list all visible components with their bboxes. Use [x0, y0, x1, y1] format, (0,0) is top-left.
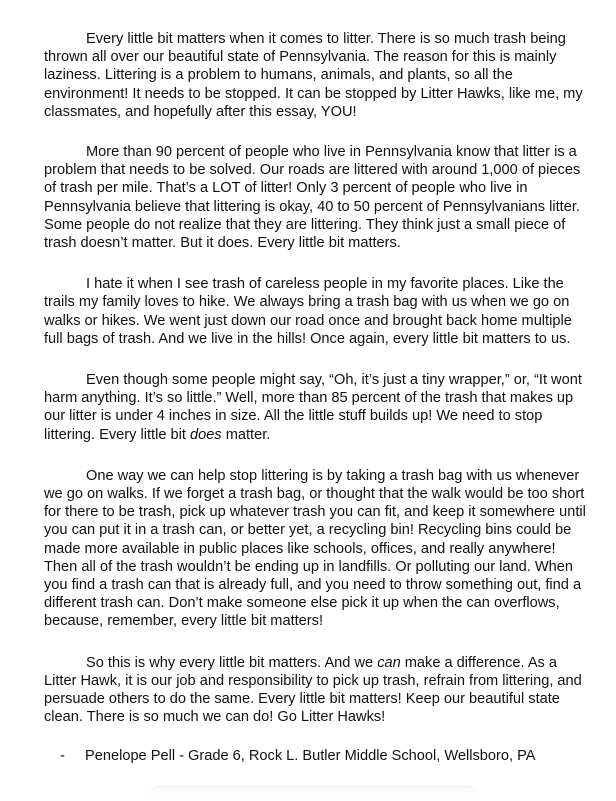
- paragraph-statistics-text: More than 90 percent of people who live in Pennsylvania know that litter is a problem that needs to be solved. Our roads are littered with around 1,000 of pieces of trash per mile. That’s a LOT of litter! Only 3 percent of people who live in Pennsylvania believe that littering is okay, 40 to 50 percent of Pennsylvanians litter. Some people do not realize that they are littering. They think just a small piece of trash doesn’t matter. But it does. Every little bit matters.: [44, 144, 581, 252]
- paragraph-statistics: [44, 143, 589, 252]
- faint-footer-shape: [150, 786, 476, 801]
- paragraph-small-trash-start: Even though some people might say, “Oh, it’s just a tiny wrapper,” or, “It wont harm anything. It’s so little.” Well, more than 85 percent of the trash that makes up our litter is under 4 inches in size. All the little stuff builds up! We need to stop littering. Every little bit: [44, 372, 582, 443]
- paragraph-favorite-places-text: I hate it when I see trash of careless people in my favorite places. Like the trails my family loves to hike. We always bring a trash bag with us when we go on walks or hikes. We went just down our road once and brought back home multiple full bags of trash. And we live in the hills! Once again, every little bit matters to us.: [44, 276, 572, 347]
- essay-page: [44, 30, 589, 750]
- paragraph-conclusion-emphasis: can: [377, 654, 401, 671]
- paragraph-conclusion: [44, 654, 589, 727]
- paragraph-small-trash-emphasis: does: [190, 426, 222, 443]
- paragraph-solutions-text: One way we can help stop littering is by taking a trash bag with us whenever we go on walks. If we forget a trash bag, or thought that the walk would be too short for there to be trash, pick up whatever trash you can fit, and keep it somewhere until you can put it in a trash can, or better yet, a recycling bin! Recycling bins could be made more available in public places like schools, offices, and really anywhere! Then all of the trash wouldn’t be ending up in landfills. Or polluting our land. When you find a trash can that is already full, and you need to throw something out, find a different trash can. Don’t make someone else pick it up when the can overflows, because, remember, every little bit matters!: [44, 467, 586, 630]
- paragraph-intro: [44, 30, 589, 121]
- paragraph-small-trash: [44, 371, 589, 444]
- paragraph-conclusion-end: make a difference. As a Litter Hawk, it is our job and responsibility to pick up trash, refrain from littering, and persuade others to do the same. Every little bit matters! Keep our beautiful state clean. There is so much we can do! Go Litter Hawks!: [44, 654, 582, 726]
- signature-text: Penelope Pell - Grade 6, Rock L. Butler Middle School, Wellsboro, PA: [85, 748, 536, 764]
- paragraph-conclusion-start: So this is why every little bit matters. And we: [86, 654, 378, 671]
- paragraph-intro-text: Every little bit matters when it comes to litter. There is so much trash being thrown all over our beautiful state of Pennsylvania. The reason for this is mainly laziness. Littering is a problem to humans, animals, and plants, so all the environment! It needs to be stopped. It can be stopped by Litter Hawks, like me, my classmates, and hopefully after this essay, YOU!: [44, 31, 583, 120]
- paragraph-solutions: [44, 467, 589, 631]
- signature-dash: -: [60, 748, 65, 764]
- paragraph-small-trash-end: matter.: [221, 426, 271, 443]
- paragraph-favorite-places: [44, 275, 589, 348]
